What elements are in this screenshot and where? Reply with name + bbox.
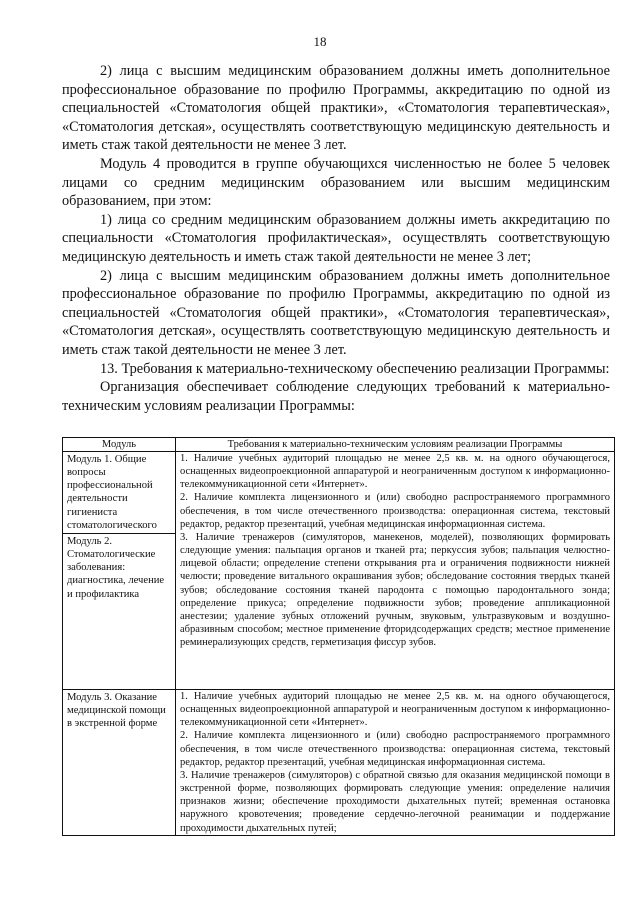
table-row [63,689,615,835]
paragraph: 2) лица с высшим медицинским образованием должны иметь дополнительное профессиональное образование по профилю Программы, аккредитацию по одной из специальностей «Стоматология общей практики», «Стоматология терапевтическая», «Стоматология детская», осуществлять соответствующую медицинскую деятельность и иметь стаж такой деятельности не менее 3 лет. [62,63,610,154]
requirements-cell [176,689,615,835]
module-cell [63,689,176,835]
requirement-item: 1. Наличие учебных аудиторий площадью не менее 2,5 кв. м. на одного обучающегося, оснащенных видеопроекционной аппаратурой и неограниченным доступом к информационно-телекоммуникационной сети «Интернет». [180,690,610,729]
requirements-table [62,437,615,836]
requirements-column-header: Требования к материально-техническим условиям реализации Программы [176,438,615,452]
body-text [62,62,610,415]
paragraph: Модуль 4 проводится в группе обучающихся численностью не более 5 человек лицами со средним медицинским образованием или высшим медицинским образованием, при этом: [62,155,610,210]
requirement-item: 3. Наличие тренажеров (симуляторов, манекенов, моделей), позволяющих формировать следующие умения: пальпация органов и тканей рта; перкуссия зубов; пальпация челюстно-лицевой области; определение степени открывания рта и ограничения подвижности нижней челюсти; проведение витального окрашивания зубов; обследование состояния твердых тканей зубов; обследование состояния тканей пародонта с помощью пародонтального зонда; определение прикуса; определение подвижности зубов; проведение аппликационной анестезии; удаление зубных отложений ручным, звуковым, ультразвуковым и воздушно-абразивным способом; местное применение фторидсодержащих средств; местное применение реминерализующих средств, герметизация фиссур зубов. [180,531,610,649]
table-row [63,452,615,534]
module-column-header: Модуль [63,438,176,452]
paragraph: Организация обеспечивает соблюдение следующих требований к материально-техническим условиям реализации Программы: [62,379,610,414]
requirement-item: 1. Наличие учебных аудиторий площадью не менее 2,5 кв. м. на одного обучающегося, оснащенных видеопроекционной аппаратурой и неограниченным доступом к информационно-телекоммуникационной сети «Интернет». [180,453,610,491]
paragraph: 1) лица со средним медицинским образованием должны иметь аккредитацию по специальности «Стоматология профилактическая», осуществлять соответствующую медицинскую деятельность и иметь стаж такой деятельности не менее 3 лет; [62,211,610,265]
paragraph: 2) лица с высшим медицинским образованием должны иметь дополнительное профессиональное образование по профилю Программы, аккредитацию по одной из специальностей «Стоматология общей практики», «Стоматология терапевтическая», «Стоматология детская», осуществлять соответствующую медицинскую деятельность и иметь стаж такой деятельности не менее 3 лет. [62,267,610,358]
requirement-item: 2. Наличие комплекта лицензионного и (или) свободно распространяемого программного обеспечения, в том числе отечественного производства: операционная система, текстовый редактор, редактор презентаций, учебная медицинская информационная система. [180,730,610,768]
paragraph: 13. Требования к материально-техническому обеспечению реализации Программы: [100,360,610,377]
requirements-cell [176,452,615,690]
page-number: 18 [313,34,327,49]
table-header-row [63,438,615,452]
module-name: Модуль 1. Общие вопросы профессиональной деятельности гигиениста стоматологического [67,454,157,531]
module-name: Модуль 3. Оказание медицинской помощи в экстренной форме [67,691,166,730]
requirement-item: 2. Наличие комплекта лицензионного и (или) свободно распространяемого программного обеспечения, в том числе отечественного производства: операционная система, текстовый редактор, редактор презентаций, учебная медицинская информационная система. [180,492,610,530]
module-cell [63,452,176,534]
module-name: Модуль 2. Стоматологические заболевания: диагностика, лечение и профилактика [67,535,165,600]
requirement-item: 3. Наличие тренажеров (симуляторов) с обратной связью для оказания медицинской помощи в экстренной форме, позволяющих формировать следующие умения: определение наличия признаков жизни; обеспечение проходимости дыхательных путей; временная остановка наружного кровотечения; проведение сердечно-легочной реанимации и поддержание проходимости дыхательных путей; [180,769,610,834]
module-cell [63,533,176,689]
